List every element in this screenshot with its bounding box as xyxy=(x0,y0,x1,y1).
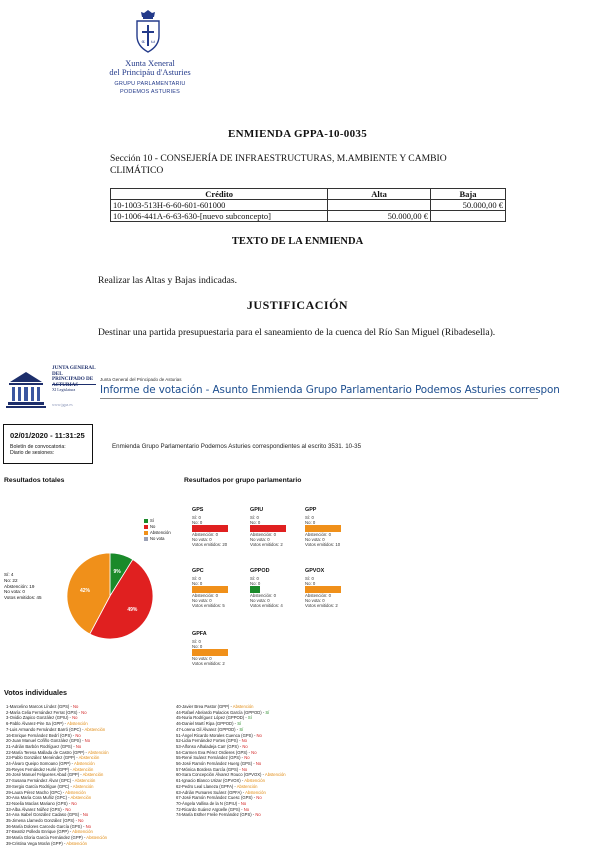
voter-name: 23-Pablo González Menéndez (GPP) - xyxy=(6,755,79,761)
vote-value: No xyxy=(72,715,78,721)
vote-value: Abstención xyxy=(264,772,286,778)
vote-value: No xyxy=(241,738,247,744)
voter-name: 70-Ángela Vallina de la N (GPIU) - xyxy=(176,800,241,806)
voter-name: 24-Álvaro Queipo Somoano (GPP) - xyxy=(6,761,74,767)
voter-name: 2-María Celia Fernández Ferrat (GPS) - xyxy=(6,709,82,715)
vote-value: Sí xyxy=(265,709,270,715)
voter-name: 34-Ana Isabel González Cadaso (GPS) - xyxy=(6,812,83,818)
legend-label: No vota xyxy=(150,536,165,541)
group-si: Sí: 0 xyxy=(305,515,314,520)
group-name: GPS xyxy=(192,507,204,513)
group-abstencion: Abstención: 0 xyxy=(192,593,219,598)
group-block-gpvox xyxy=(305,568,365,608)
table-row xyxy=(111,200,506,211)
group-no: No: 0 xyxy=(250,581,261,586)
group-no-vota: No vota: 0 xyxy=(192,656,212,661)
table-row xyxy=(111,211,506,222)
vote-value: Abstención xyxy=(236,783,258,789)
legend-swatch xyxy=(144,525,148,529)
vote-value: Abstención xyxy=(78,755,100,761)
voter-name: 55-René Suárez Fernández (GPS) - xyxy=(176,755,245,761)
vote-value: Abstención xyxy=(245,789,266,795)
voter-name: 3-Ovidio Zapico González (GPIU) - xyxy=(6,715,73,721)
group-abstencion: Abstención: 0 xyxy=(250,593,277,598)
group-no-vota: No vota: 0 xyxy=(305,598,325,603)
vote-value: Abstención xyxy=(65,789,86,795)
vote-value: Abstención xyxy=(232,704,254,709)
group-name: GPP xyxy=(305,507,317,513)
header-line-1: Xunta Xeneral xyxy=(125,58,175,68)
group-no-vota: No vota: 0 xyxy=(192,537,212,542)
voter-name: 25-Reyes Fernández Hurlé (GPP) - xyxy=(6,766,73,772)
vote-value: No xyxy=(65,806,71,812)
voter-name: 16-Enrique Fernández Bedrí (GPS) - xyxy=(6,732,76,738)
voter-name: 60-Sara Concepción Álvarez Rouco (GPVOX) - xyxy=(176,772,265,778)
boletin-label: Boletín de convocatoria: xyxy=(10,444,66,450)
voter-name: 7-Luis Armando Fernández Barró (GPC) - xyxy=(6,726,85,732)
vote-value: Abstención xyxy=(73,761,95,767)
vote-value: Abstención xyxy=(66,840,87,846)
voter-name: 52-Lidia Fernández Fortes (GPS) - xyxy=(176,738,242,744)
report-divider xyxy=(100,398,538,399)
vote-value: Abstención xyxy=(84,726,106,732)
credit-table xyxy=(110,188,506,222)
list-item xyxy=(6,841,109,847)
pie-data-label: 9% xyxy=(113,569,121,576)
vote-value: Sí xyxy=(247,715,252,721)
group-no-vota: No vota: 0 xyxy=(305,537,325,542)
voter-name: 61-Ignacio Blanco Urizar (GPVOX) - xyxy=(176,778,245,784)
cell-baja xyxy=(430,211,505,222)
vote-value: Abstención xyxy=(72,783,94,789)
cell-credito: 10-1003-513H-6-60-601-601000 xyxy=(111,200,328,211)
cell-alta xyxy=(328,200,431,211)
vote-value: No xyxy=(82,812,89,818)
group-emitidos: Votos emitidos: 2 xyxy=(305,603,338,608)
voter-name: 6-Pablo Álvarez-Pire Sa (GPP) - xyxy=(6,721,67,727)
resultados-grupo-heading: Resultados por grupo parlamentario xyxy=(184,477,302,484)
vote-value: No xyxy=(240,800,247,806)
vote-value: No xyxy=(256,795,262,801)
texto-heading: TEXTO DE LA ENMIENDA xyxy=(231,236,364,247)
group-name: GPVOX xyxy=(305,568,325,574)
session-info-box xyxy=(3,424,93,464)
voter-name: 74-María Esther Freile Fernández (GPS) - xyxy=(176,812,256,818)
group-bar xyxy=(192,525,228,532)
voter-name: 27-Susana Fernández Álvar (GPC) - xyxy=(6,778,75,784)
group-block-gpiu xyxy=(250,507,310,547)
voter-name: 30-Ana María Cora Muñiz (GPC) - xyxy=(6,795,71,801)
header-alta: Alta xyxy=(328,189,431,200)
vote-value: No xyxy=(73,704,79,709)
group-abstencion: Abstención: 0 xyxy=(305,593,332,598)
vote-value: Abstención xyxy=(82,772,104,778)
texto-body: Realizar las Altas y Bajas indicadas. xyxy=(98,275,238,286)
voter-name: 33-Alba Álvarez Núñez (GPS) - xyxy=(6,806,66,812)
vote-value: No xyxy=(256,732,262,738)
voter-name: 40-Javier Brea Pastor (GPP) - xyxy=(176,704,233,709)
voter-name: 46-Daniel Martí Ripa (GPPOD) - xyxy=(176,721,238,727)
svg-text:ω: ω xyxy=(151,39,156,45)
group-emitidos: Votos emitidos: 2 xyxy=(192,661,225,666)
cell-credito: 10-1006-441A-6-63-630-[nuevo subconcepto] xyxy=(111,211,328,222)
list-item xyxy=(176,812,286,818)
document-title: ENMIENDA GPPA-10-0035 xyxy=(227,128,367,140)
group-name: GPC xyxy=(192,568,204,574)
group-bar xyxy=(305,586,341,593)
legend-swatch xyxy=(144,531,148,535)
group-si: Sí: 0 xyxy=(192,639,201,644)
group-name: GPFA xyxy=(192,631,207,637)
voter-name: 39-Cristina Vega Morán (GPP) - xyxy=(6,840,67,846)
group-si: Sí: 0 xyxy=(305,576,314,581)
vote-value: Abstención xyxy=(72,829,93,835)
group-emitidos: Votos emitidos: 4 xyxy=(250,603,283,608)
voter-name: 51-Ángel Ricardo Morales Cuenca (GPS) - xyxy=(176,732,257,738)
legend-swatch xyxy=(144,519,148,523)
voter-name: 32-Noelia Macías Mariano (GPS) - xyxy=(6,800,72,806)
chart-legend xyxy=(144,518,171,542)
group-no-vota: No vota: 0 xyxy=(250,537,270,542)
vote-value: No xyxy=(251,749,257,755)
convocatoria-info xyxy=(10,444,92,456)
header-group-1: GRUPU PARLAMENTARIU xyxy=(114,81,186,87)
vote-value: No xyxy=(255,761,262,767)
group-name: GPPOD xyxy=(250,568,270,574)
pie-data-label: 49% xyxy=(127,606,138,613)
voter-name: 53-Alfonso Alhaladeja Carr (GPS) - xyxy=(176,743,243,749)
total-line: Votos emitidos: 45 xyxy=(4,595,42,601)
voter-name: 72-Ricardo Suárez Argüelle (GPS) - xyxy=(176,806,244,812)
enmienda-description: Enmienda Grupo Parlamentario Podemos Asturies correspondientes al escrito 3531. 10-35 xyxy=(112,443,362,450)
asturias-crest-logo xyxy=(133,10,163,54)
voter-name: 20-Juan Manuel Cofiño González (GPS) - xyxy=(6,738,85,744)
group-si: Sí: 0 xyxy=(192,515,201,520)
voter-name: 63-Adrián Pumares Suárez (GPFA) - xyxy=(176,789,246,795)
group-emitidos: Votos emitidos: 5 xyxy=(192,603,225,608)
group-abstencion: Abstención: 0 xyxy=(250,532,277,537)
group-abstencion: Abstención: 0 xyxy=(192,532,219,537)
voter-name: 54-Carmen Eva Pérez Ordieres (GPS) - xyxy=(176,749,252,755)
voter-name: 56-José Ramón Fernández Huerg (GPS) - xyxy=(176,761,256,767)
total-line: No: 22 xyxy=(4,577,18,583)
diario-label: Diario de sesiones: xyxy=(10,450,55,456)
header-credito: Crédito xyxy=(111,189,328,200)
group-bar xyxy=(305,525,341,532)
vote-value: No xyxy=(242,743,248,749)
session-datetime: 02/01/2020 - 11:31:25 xyxy=(10,431,85,440)
votos-individuales-heading: Votos individuales xyxy=(4,688,67,697)
voter-name: 29-Laura Pérez Macho (GPC) - xyxy=(6,789,66,795)
voter-name: 28-Sergio García Rodrígue (GPC) - xyxy=(6,783,73,789)
voter-name: 57-Mónica Bordera García (GPS) - xyxy=(176,766,242,772)
justificacion-heading: JUSTIFICACIÓN xyxy=(246,298,349,312)
legend-label: Abstención xyxy=(150,530,171,535)
legend-label: No xyxy=(150,524,156,529)
vote-value: Sí xyxy=(239,726,244,732)
group-si: Sí: 0 xyxy=(192,576,201,581)
vote-value: Abstención xyxy=(70,795,92,801)
voter-name: 37-Beatriz Polledo Enrique (GPP) - xyxy=(6,829,73,835)
voter-name: 47-Lorena Gil Álvarez (GPPOD) - xyxy=(176,726,240,732)
group-bar xyxy=(250,525,286,532)
parliament-building-icon xyxy=(6,366,46,410)
group-no: No: 0 xyxy=(305,581,316,586)
vote-value: Abstención xyxy=(74,778,96,784)
logo-divider xyxy=(52,384,96,385)
jgpa-url: www.jgpa.es xyxy=(52,402,73,407)
group-emitidos: Votos emitidos: 2 xyxy=(250,542,283,547)
vote-value: No xyxy=(85,823,91,829)
legend-label: Sí xyxy=(150,518,154,523)
group-block-gpc xyxy=(192,568,252,608)
header-baja: Baja xyxy=(430,189,505,200)
header-line-2: del Principáu d'Asturies xyxy=(109,67,191,77)
total-line: Abstención: 19 xyxy=(4,583,35,589)
voter-name: 36-María Dolores Carcedo García (GPS) - xyxy=(6,823,86,829)
group-no: No: 0 xyxy=(192,644,203,649)
vote-value: No xyxy=(81,709,87,715)
group-si: Sí: 0 xyxy=(250,515,259,520)
legend-swatch xyxy=(144,537,148,541)
vote-value: No xyxy=(255,812,261,818)
total-line: No vota: 0 xyxy=(4,589,25,595)
vote-value: No xyxy=(244,755,250,761)
voter-name: 45-Nuria Rodríguez López (GPPOD) - xyxy=(176,715,248,721)
cell-alta: 50.000,00 € xyxy=(328,211,431,222)
group-no: No: 0 xyxy=(305,520,316,525)
group-block-gps xyxy=(192,507,252,547)
group-block-gppod xyxy=(250,568,310,608)
pie-data-label: 42% xyxy=(79,587,90,594)
vote-value: No xyxy=(75,732,81,738)
vote-value: Abstención xyxy=(87,749,109,755)
individual-votes-column-1 xyxy=(6,704,109,847)
individual-votes-column-2 xyxy=(176,704,286,818)
vote-value: Abstención xyxy=(244,778,265,784)
voter-name: 44-Rafael Abelardo Palacios García (GPPOD) - xyxy=(176,709,266,715)
group-emitidos: Votos emitidos: 10 xyxy=(305,542,341,547)
section-label: Sección 10 - CONSEJERÍA DE INFRAESTRUCTURAS, M.AMBIENTE Y CAMBIO CLIMÁTICO xyxy=(110,153,447,176)
voter-name: 35-Jimena Llamedo González (GPS) - xyxy=(6,818,79,824)
group-no: No: 0 xyxy=(250,520,261,525)
vote-value: No xyxy=(241,766,248,772)
vote-value: No xyxy=(78,818,84,824)
cell-baja: 50.000,00 € xyxy=(430,200,505,211)
legend-item xyxy=(144,536,171,542)
voter-name: 22-María Teresa Mallada de Castro (GPP) - xyxy=(6,749,88,755)
voter-name: 38-María Gloria García Fernández (GPP) - xyxy=(6,835,87,841)
voter-name: 1-Marcelino Marcos Líndez (GPS) - xyxy=(6,704,74,709)
voter-name: 62-Pedro Leal Llaneza (GPFA) - xyxy=(176,783,237,789)
total-line: Sí: 4 xyxy=(4,572,14,577)
group-bar xyxy=(192,649,228,656)
voter-name: 26-José Manuel Felgueres Abad (GPP) - xyxy=(6,772,83,778)
group-block-gpfa xyxy=(192,631,252,666)
vote-value: No xyxy=(75,743,82,749)
vote-pie-chart xyxy=(64,550,156,642)
group-bar xyxy=(250,586,260,593)
vote-value: Abstención xyxy=(72,766,94,772)
legislatura-label: XI Legislatura xyxy=(52,387,76,392)
credit-table-header-row xyxy=(111,189,506,200)
group-no: No: 0 xyxy=(192,520,203,525)
jgpa-logo-text: JUNTA GENERAL DEL PRINCIPADO DE xyxy=(52,365,96,382)
vote-value: No xyxy=(243,806,250,812)
group-bar xyxy=(192,586,228,593)
vote-totals xyxy=(4,572,42,601)
vote-value: No xyxy=(71,800,77,806)
justificacion-body: Destinar una partida presupuestaria para el saneamiento de la cuenca del Río San Miguel (Ribadesella). xyxy=(98,327,496,338)
group-name: GPIU xyxy=(250,507,264,513)
group-abstencion: Abstención: 0 xyxy=(305,532,332,537)
group-no-vota: No vota: 0 xyxy=(250,598,270,603)
vote-value: No xyxy=(84,738,91,744)
header-group-2: PODEMOS ASTURIES xyxy=(119,89,181,95)
vote-value: Sí xyxy=(237,721,242,727)
group-no: No: 0 xyxy=(192,581,203,586)
group-si: Sí: 0 xyxy=(250,576,259,581)
vote-value: Abstención xyxy=(86,835,108,841)
jgpa-small-title: Junta General del Principado de Asturias xyxy=(100,377,182,382)
group-block-gpp xyxy=(305,507,365,547)
resultados-totales-heading: Resultados totales xyxy=(4,477,65,484)
report-title: Informe de votación - Asunto Enmienda Grupo Parlamentario Podemos Asturies correspon xyxy=(100,384,560,396)
voter-name: 21-Adrián Barbón Rodríguez (GPS) - xyxy=(6,743,76,749)
vote-value: Abstención xyxy=(66,721,88,727)
group-no-vota: No vota: 0 xyxy=(192,598,212,603)
svg-text:α: α xyxy=(141,39,145,45)
group-emitidos: Votos emitidos: 20 xyxy=(192,542,228,547)
voter-name: 67-José Ramón Fernández Cuesc (GPS) - xyxy=(176,795,257,801)
